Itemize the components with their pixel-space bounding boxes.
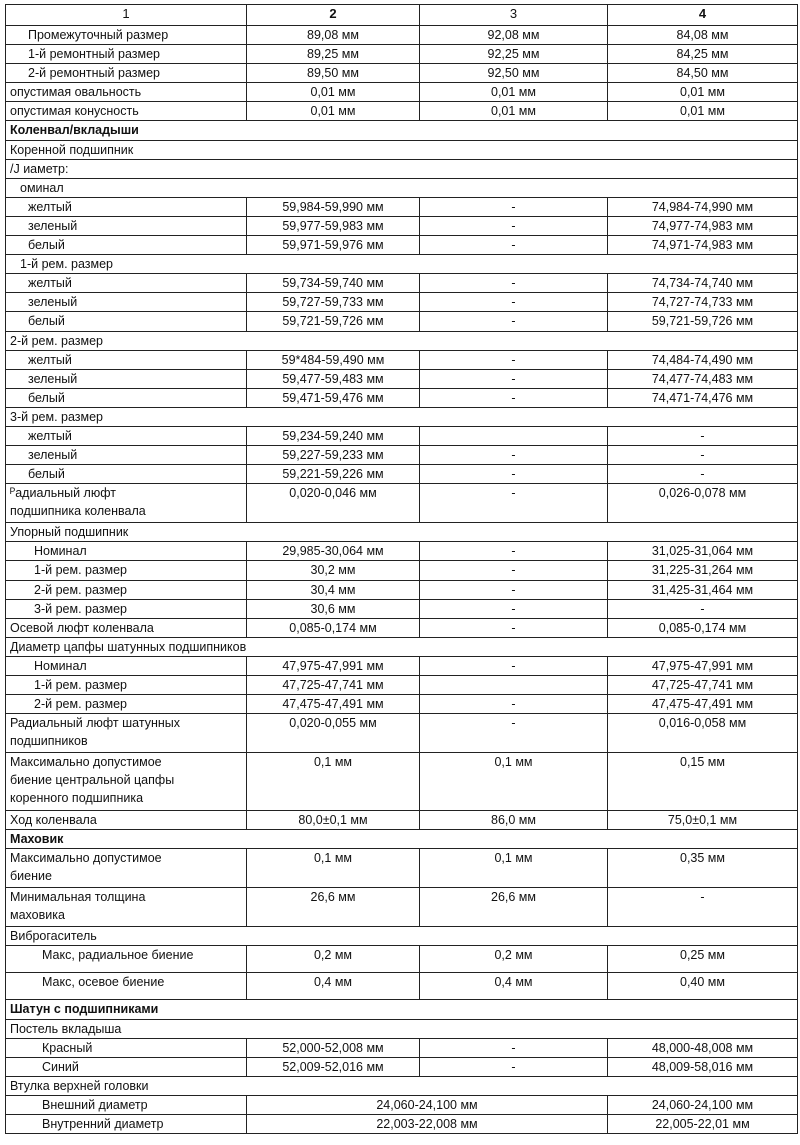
group-label-row (6, 255, 798, 274)
value-cell-col2: 0,020-0,046 мм (247, 484, 420, 523)
group-label: Упорный подшипник (6, 523, 798, 542)
group-label: Постель вкладыша (6, 1019, 798, 1038)
table-row (6, 599, 798, 618)
group-label-row (6, 927, 798, 946)
value-cell-col4: 74,734-74,740 мм (608, 274, 798, 293)
value-cell-col3: - (420, 656, 608, 675)
table-row (6, 312, 798, 331)
value-cell-col2: 47,725-47,741 мм (247, 676, 420, 695)
table-row (6, 618, 798, 637)
value-cell-col4: 74,477-74,483 мм (608, 369, 798, 388)
value-cell-col3: - (420, 561, 608, 580)
value-cell-col4: 48,000-48,008 мм (608, 1038, 798, 1057)
value-cell-col4: - (608, 888, 798, 927)
table-row (6, 293, 798, 312)
value-cell-col3: 92,08 мм (420, 26, 608, 45)
column-header-2: 2 (247, 5, 420, 26)
value-cell-col2: 52,009-52,016 мм (247, 1057, 420, 1076)
value-cell-col4: 47,975-47,991 мм (608, 656, 798, 675)
value-cell-col3: 0,01 мм (420, 83, 608, 102)
value-cell-col2: 52,000-52,008 мм (247, 1038, 420, 1057)
value-cell-col3: - (420, 350, 608, 369)
value-cell-col4: 84,25 мм (608, 45, 798, 64)
value-cell-col4: 31,425-31,464 мм (608, 580, 798, 599)
value-cell-col2: 0,1 мм (247, 753, 420, 811)
table-row (6, 45, 798, 64)
parameter-cell: Синий (6, 1057, 247, 1076)
parameter-cell: ᴾадиальный люфт подшипника коленвала (6, 484, 247, 523)
section-title: Маховик (6, 830, 798, 849)
table-row (6, 973, 798, 1000)
value-cell-col3: 92,25 мм (420, 45, 608, 64)
parameter-cell: Красный (6, 1038, 247, 1057)
value-cell-col3: 92,50 мм (420, 64, 608, 83)
value-cell-col2: 47,475-47,491 мм (247, 695, 420, 714)
group-label: 1-й рем. размер (6, 255, 798, 274)
parameter-cell: желтый (6, 426, 247, 445)
value-cell-col3: - (420, 618, 608, 637)
table-row (6, 849, 798, 888)
parameter-cell: Промежуточный размер (6, 26, 247, 45)
value-cell-col3: - (420, 542, 608, 561)
value-cell-col2-3: 24,060-24,100 мм (247, 1095, 608, 1114)
value-cell-col4: 84,50 мм (608, 64, 798, 83)
table-row (6, 1038, 798, 1057)
value-cell-col4: 0,01 мм (608, 102, 798, 121)
group-label: Диаметр цапфы шатунных подшипников (6, 637, 798, 656)
value-cell-col4: 74,727-74,733 мм (608, 293, 798, 312)
value-cell-col2: 59,471-59,476 мм (247, 388, 420, 407)
value-cell-col4: 24,060-24,100 мм (608, 1095, 798, 1114)
value-cell-col3: - (420, 369, 608, 388)
value-cell-col3: 86,0 мм (420, 811, 608, 830)
section-title: Коленвал/вкладыши (6, 121, 798, 140)
group-label-row (6, 140, 798, 159)
parameter-cell: белый (6, 312, 247, 331)
parameter-cell: желтый (6, 274, 247, 293)
parameter-cell: 3-й рем. размер (6, 599, 247, 618)
value-cell-col4: 74,484-74,490 мм (608, 350, 798, 369)
table-row (6, 350, 798, 369)
group-label: оминал (6, 178, 798, 197)
group-label-row (6, 1019, 798, 1038)
group-label-row (6, 523, 798, 542)
value-cell-col3: 26,6 мм (420, 888, 608, 927)
value-cell-col3: 0,1 мм (420, 753, 608, 811)
value-cell-col2: 29,985-30,064 мм (247, 542, 420, 561)
value-cell-col4: 74,977-74,983 мм (608, 216, 798, 235)
group-label-row (6, 637, 798, 656)
section-header-row (6, 1000, 798, 1019)
group-label-row (6, 178, 798, 197)
parameter-cell: 1-й рем. размер (6, 676, 247, 695)
value-cell-col4: 22,005-22,01 мм (608, 1115, 798, 1134)
value-cell-col2: 59,721-59,726 мм (247, 312, 420, 331)
value-cell-col4: 47,725-47,741 мм (608, 676, 798, 695)
parameter-cell: зеленый (6, 293, 247, 312)
parameter-cell: Максимально допустимое биение центральной цапфы коренного подшипника (6, 753, 247, 811)
value-cell-col2: 0,085-0,174 мм (247, 618, 420, 637)
value-cell-col4: 74,471-74,476 мм (608, 388, 798, 407)
parameter-cell: Внутренний диаметр (6, 1115, 247, 1134)
parameter-cell: белый (6, 465, 247, 484)
table-row (6, 64, 798, 83)
value-cell-col4: - (608, 465, 798, 484)
value-cell-col4: 74,971-74,983 мм (608, 236, 798, 255)
parameter-cell: желтый (6, 197, 247, 216)
value-cell-col2: 26,6 мм (247, 888, 420, 927)
value-cell-col3: 0,01 мм (420, 102, 608, 121)
section-header-row (6, 830, 798, 849)
group-label: Втулка верхней головки (6, 1076, 798, 1095)
value-cell-col2: 59,227-59,233 мм (247, 446, 420, 465)
section-header-row (6, 121, 798, 140)
parameter-cell: Ход коленвала (6, 811, 247, 830)
value-cell-col4: 0,35 мм (608, 849, 798, 888)
parameter-cell: Максимально допустимое биение (6, 849, 247, 888)
specifications-table-body (6, 5, 798, 1134)
value-cell-col3: 0,1 мм (420, 849, 608, 888)
value-cell-col4: 84,08 мм (608, 26, 798, 45)
value-cell-col3 (420, 426, 608, 445)
value-cell-col3: - (420, 293, 608, 312)
table-row (6, 1057, 798, 1076)
value-cell-col2: 59,971-59,976 мм (247, 236, 420, 255)
value-cell-col2: 0,4 мм (247, 973, 420, 1000)
table-row (6, 426, 798, 445)
parameter-cell: зеленый (6, 369, 247, 388)
value-cell-col3: - (420, 580, 608, 599)
group-label: /J иаметр: (6, 159, 798, 178)
value-cell-col3: - (420, 312, 608, 331)
group-label: Виброгаситель (6, 927, 798, 946)
parameter-cell: Номинал (6, 656, 247, 675)
value-cell-col4: 59,721-59,726 мм (608, 312, 798, 331)
value-cell-col2: 30,2 мм (247, 561, 420, 580)
value-cell-col2: 0,01 мм (247, 83, 420, 102)
value-cell-col3: - (420, 484, 608, 523)
value-cell-col2: 89,08 мм (247, 26, 420, 45)
value-cell-col4: 0,085-0,174 мм (608, 618, 798, 637)
table-row (6, 216, 798, 235)
value-cell-col2: 47,975-47,991 мм (247, 656, 420, 675)
value-cell-col2: 59,234-59,240 мм (247, 426, 420, 445)
parameter-cell: 2-й рем. размер (6, 580, 247, 599)
column-header-4: 4 (608, 5, 798, 26)
value-cell-col3: 0,2 мм (420, 946, 608, 973)
value-cell-col4: 0,01 мм (608, 83, 798, 102)
table-row (6, 102, 798, 121)
value-cell-col2: 30,6 мм (247, 599, 420, 618)
value-cell-col4: 0,40 мм (608, 973, 798, 1000)
value-cell-col3: - (420, 714, 608, 753)
group-label-row (6, 331, 798, 350)
value-cell-col4: 0,15 мм (608, 753, 798, 811)
group-label: 2-й рем. размер (6, 331, 798, 350)
parameter-cell: желтый (6, 350, 247, 369)
value-cell-col2: 80,0±0,1 мм (247, 811, 420, 830)
table-row (6, 26, 798, 45)
table-row (6, 388, 798, 407)
table-row (6, 197, 798, 216)
table-row (6, 83, 798, 102)
value-cell-col3: - (420, 274, 608, 293)
value-cell-col2: 0,01 мм (247, 102, 420, 121)
value-cell-col3 (420, 676, 608, 695)
parameter-cell: белый (6, 236, 247, 255)
value-cell-col2: 0,2 мм (247, 946, 420, 973)
value-cell-col3: - (420, 446, 608, 465)
group-label-row (6, 407, 798, 426)
value-cell-col4: 74,984-74,990 мм (608, 197, 798, 216)
table-row (6, 695, 798, 714)
group-label: Коренной подшипник (6, 140, 798, 159)
column-header-1: 1 (6, 5, 247, 26)
value-cell-col2: 59,984-59,990 мм (247, 197, 420, 216)
parameter-cell: Макс, осевое биение (6, 973, 247, 1000)
parameter-cell: Номинал (6, 542, 247, 561)
table-row (6, 714, 798, 753)
value-cell-col2: 89,50 мм (247, 64, 420, 83)
value-cell-col4: 31,025-31,064 мм (608, 542, 798, 561)
table-row (6, 1115, 798, 1134)
parameter-cell: опустимая овальность (6, 83, 247, 102)
parameter-cell: 2-й рем. размер (6, 695, 247, 714)
table-header-row (6, 5, 798, 26)
value-cell-col2: 89,25 мм (247, 45, 420, 64)
table-row (6, 542, 798, 561)
table-row (6, 274, 798, 293)
value-cell-col2: 59,727-59,733 мм (247, 293, 420, 312)
value-cell-col3: - (420, 236, 608, 255)
table-row (6, 236, 798, 255)
parameter-cell: зеленый (6, 446, 247, 465)
parameter-cell: Осевой люфт коленвала (6, 618, 247, 637)
table-row (6, 946, 798, 973)
value-cell-col2: 59*484-59,490 мм (247, 350, 420, 369)
value-cell-col4: 31,225-31,264 мм (608, 561, 798, 580)
value-cell-col2: 59,221-59,226 мм (247, 465, 420, 484)
value-cell-col4: - (608, 599, 798, 618)
parameter-cell: 1-й ремонтный размер (6, 45, 247, 64)
parameter-cell: 2-й ремонтный размер (6, 64, 247, 83)
table-row (6, 888, 798, 927)
value-cell-col2: 0,020-0,055 мм (247, 714, 420, 753)
value-cell-col3: - (420, 695, 608, 714)
value-cell-col2: 30,4 мм (247, 580, 420, 599)
value-cell-col4: - (608, 446, 798, 465)
section-title: Шатун с подшипниками (6, 1000, 798, 1019)
value-cell-col4: 0,25 мм (608, 946, 798, 973)
value-cell-col2: 59,734-59,740 мм (247, 274, 420, 293)
value-cell-col3: - (420, 1057, 608, 1076)
parameter-cell: Радиальный люфт шатунных подшипников (6, 714, 247, 753)
table-row (6, 656, 798, 675)
value-cell-col4: 47,475-47,491 мм (608, 695, 798, 714)
value-cell-col4: 0,026-0,078 мм (608, 484, 798, 523)
specifications-table (5, 4, 798, 1134)
table-row (6, 1095, 798, 1114)
parameter-cell: зеленый (6, 216, 247, 235)
table-row (6, 561, 798, 580)
value-cell-col2: 0,1 мм (247, 849, 420, 888)
parameter-cell: Внешний диаметр (6, 1095, 247, 1114)
table-row (6, 369, 798, 388)
value-cell-col4: 48,009-58,016 мм (608, 1057, 798, 1076)
table-row (6, 446, 798, 465)
value-cell-col3: - (420, 465, 608, 484)
value-cell-col3: - (420, 388, 608, 407)
table-row (6, 676, 798, 695)
value-cell-col4: 0,016-0,058 мм (608, 714, 798, 753)
value-cell-col3: 0,4 мм (420, 973, 608, 1000)
table-row (6, 753, 798, 811)
group-label-row (6, 1076, 798, 1095)
table-row (6, 484, 798, 523)
parameter-cell: 1-й рем. размер (6, 561, 247, 580)
parameter-cell: Минимальная толщина маховика (6, 888, 247, 927)
parameter-cell: Макс, радиальное биение (6, 946, 247, 973)
value-cell-col2: 59,977-59,983 мм (247, 216, 420, 235)
parameter-cell: опустимая конусность (6, 102, 247, 121)
value-cell-col4: 75,0±0,1 мм (608, 811, 798, 830)
value-cell-col2: 59,477-59,483 мм (247, 369, 420, 388)
table-row (6, 580, 798, 599)
group-label-row (6, 159, 798, 178)
value-cell-col3: - (420, 216, 608, 235)
value-cell-col3: - (420, 599, 608, 618)
table-row (6, 811, 798, 830)
table-row (6, 465, 798, 484)
column-header-3: 3 (420, 5, 608, 26)
value-cell-col3: - (420, 197, 608, 216)
value-cell-col4: - (608, 426, 798, 445)
value-cell-col3: - (420, 1038, 608, 1057)
value-cell-col2-3: 22,003-22,008 мм (247, 1115, 608, 1134)
parameter-cell: белый (6, 388, 247, 407)
group-label: 3-й рем. размер (6, 407, 798, 426)
